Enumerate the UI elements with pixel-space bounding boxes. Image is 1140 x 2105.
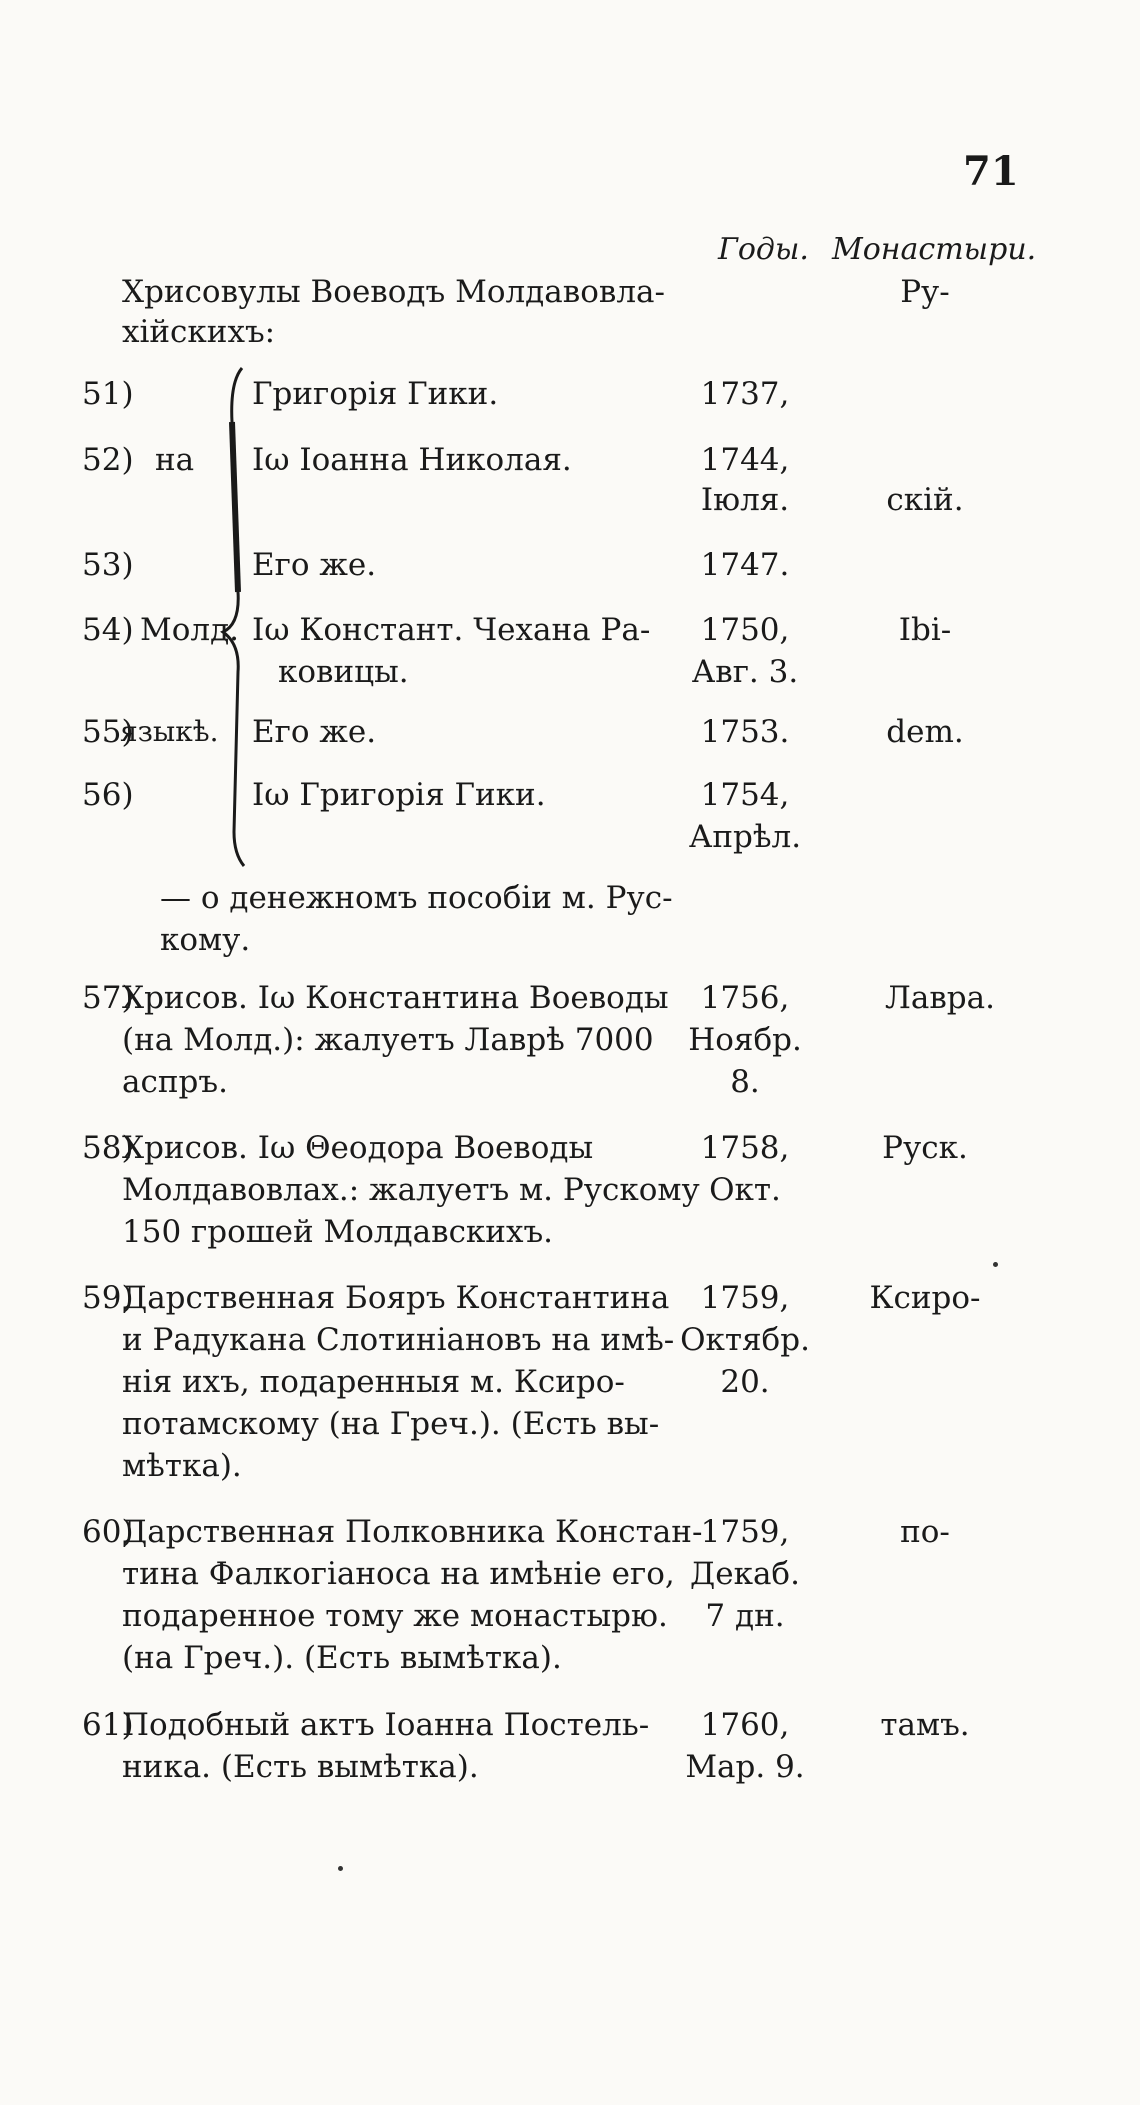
entry-58-line2: Молдавовлах.: жалуетъ м. Рускому <box>122 1172 700 1208</box>
entry-60-year-c: 7 дн. <box>705 1598 785 1634</box>
entry-59-line2: и Радукана Слотиніановъ на имѣ- <box>122 1322 675 1358</box>
entry-61-num: 61) <box>82 1707 134 1743</box>
intro-line-2: хійскихъ: <box>122 314 276 350</box>
group-year-51: 1737, <box>700 376 790 412</box>
group-num-56: 56) <box>82 777 134 813</box>
entry-59-num: 59) <box>82 1280 134 1316</box>
entry-58-line1: Хрисов. Іω Θеодора Воеводы <box>122 1130 594 1166</box>
entry-60-line2: тина Фалкогіаноса на имѣніе его, <box>122 1556 675 1592</box>
group-year-52-a: 1744, <box>700 442 790 478</box>
group-text-54-line1: Іω Констант. Чехана Ра- <box>252 612 651 648</box>
group-side-in-tongue: языкѣ. <box>120 715 219 748</box>
entry-59-year-c: 20. <box>720 1364 770 1400</box>
entry-59-line3: нія ихъ, подаренныя м. Ксиро- <box>122 1364 625 1400</box>
entry-59-year-a: 1759, <box>700 1280 790 1316</box>
entry-58-line3: 150 грошей Молдавскихъ. <box>122 1214 554 1250</box>
entry-60-monastery: по- <box>900 1514 950 1550</box>
print-speck <box>338 1866 343 1871</box>
entry-60-year-b: Декаб. <box>690 1556 800 1592</box>
entry-61-line2: ника. (Есть вымѣтка). <box>122 1749 479 1785</box>
group-monastery-part1: Ру- <box>900 274 950 310</box>
group-side-language: Молд. <box>140 612 240 648</box>
group-num-54: 54) <box>82 612 134 648</box>
group-side-on: на <box>155 442 195 478</box>
group-text-53: Его же. <box>252 547 377 583</box>
entry-59-monastery: Ксиро- <box>869 1280 981 1316</box>
group-year-52-b: Іюля. <box>700 482 790 518</box>
group-monastery-part3: Ibi- <box>898 612 952 648</box>
entry-57-line3: аспръ. <box>122 1064 228 1100</box>
group-year-54-a: 1750, <box>700 612 790 648</box>
entry-61-year-a: 1760, <box>700 1707 790 1743</box>
entry-57-num: 57) <box>82 980 134 1016</box>
monasteries-header: Монастыри. <box>832 232 1037 267</box>
entry-58-year-a: 1758, <box>700 1130 790 1166</box>
entry-60-line3: подаренное тому же монастырю. <box>122 1598 668 1634</box>
group-num-51: 51) <box>82 376 134 412</box>
entry-60-line4: (на Греч.). (Есть вымѣтка). <box>122 1640 562 1676</box>
group-text-54-line2: ковицы. <box>278 654 409 690</box>
entry-59-line1: Дарственная Бояръ Константина <box>122 1280 670 1316</box>
entry-57-year-b: Ноябр. <box>688 1022 802 1058</box>
group-text-51: Григорія Гики. <box>252 376 499 412</box>
intro-line-1: Хрисовулы Воеводъ Молдавовла- <box>122 274 665 310</box>
subnote-line-2: кому. <box>160 922 251 958</box>
group-monastery-part4: dem. <box>886 714 964 750</box>
entry-60-year-a: 1759, <box>700 1514 790 1550</box>
group-year-56-b: Апрѣл. <box>688 819 802 855</box>
subnote-line-1: — о денежномъ пособіи м. Рус- <box>160 880 673 916</box>
entry-61-monastery: тамъ. <box>880 1707 970 1743</box>
group-num-55: 55) <box>82 714 134 750</box>
entry-58-year-b: Окт. <box>709 1172 781 1208</box>
entry-60-num: 60) <box>82 1514 134 1550</box>
entry-57-year-c: 8. <box>730 1064 760 1100</box>
entry-61-year-b: Мар. 9. <box>685 1749 805 1785</box>
group-year-56-a: 1754, <box>700 777 790 813</box>
entry-59-line5: мѣтка). <box>122 1448 242 1484</box>
entry-59-year-b: Октябр. <box>680 1322 810 1358</box>
group-year-54-b: Авг. 3. <box>691 654 799 690</box>
group-num-53: 53) <box>82 547 134 583</box>
group-text-52: Іω Іоанна Николая. <box>252 442 572 478</box>
entry-58-num: 58) <box>82 1130 134 1166</box>
entry-61-line1: Подобный актъ Іоанна Постель- <box>122 1707 650 1743</box>
group-year-55: 1753. <box>700 714 790 750</box>
group-monastery-part2: скій. <box>886 482 964 518</box>
group-text-55: Его же. <box>252 714 377 750</box>
page-number: 71 <box>963 148 1019 195</box>
group-text-56: Іω Григорія Гики. <box>252 777 546 813</box>
entry-57-year-a: 1756, <box>700 980 790 1016</box>
entry-57-monastery: Лавра. <box>885 980 995 1016</box>
entry-60-line1: Дарственная Полковника Констан- <box>122 1514 703 1550</box>
group-year-53: 1747. <box>700 547 790 583</box>
group-num-52: 52) <box>82 442 134 478</box>
entry-59-line4: потамскому (на Греч.). (Есть вы- <box>122 1406 660 1442</box>
entry-57-line1: Хрисов. Іω Константина Воеводы <box>122 980 669 1016</box>
print-speck <box>993 1262 998 1267</box>
entry-58-monastery: Руск. <box>882 1130 968 1166</box>
entry-57-line2: (на Молд.): жалуетъ Лаврѣ 7000 <box>122 1022 654 1058</box>
years-header: Годы. <box>718 232 809 267</box>
